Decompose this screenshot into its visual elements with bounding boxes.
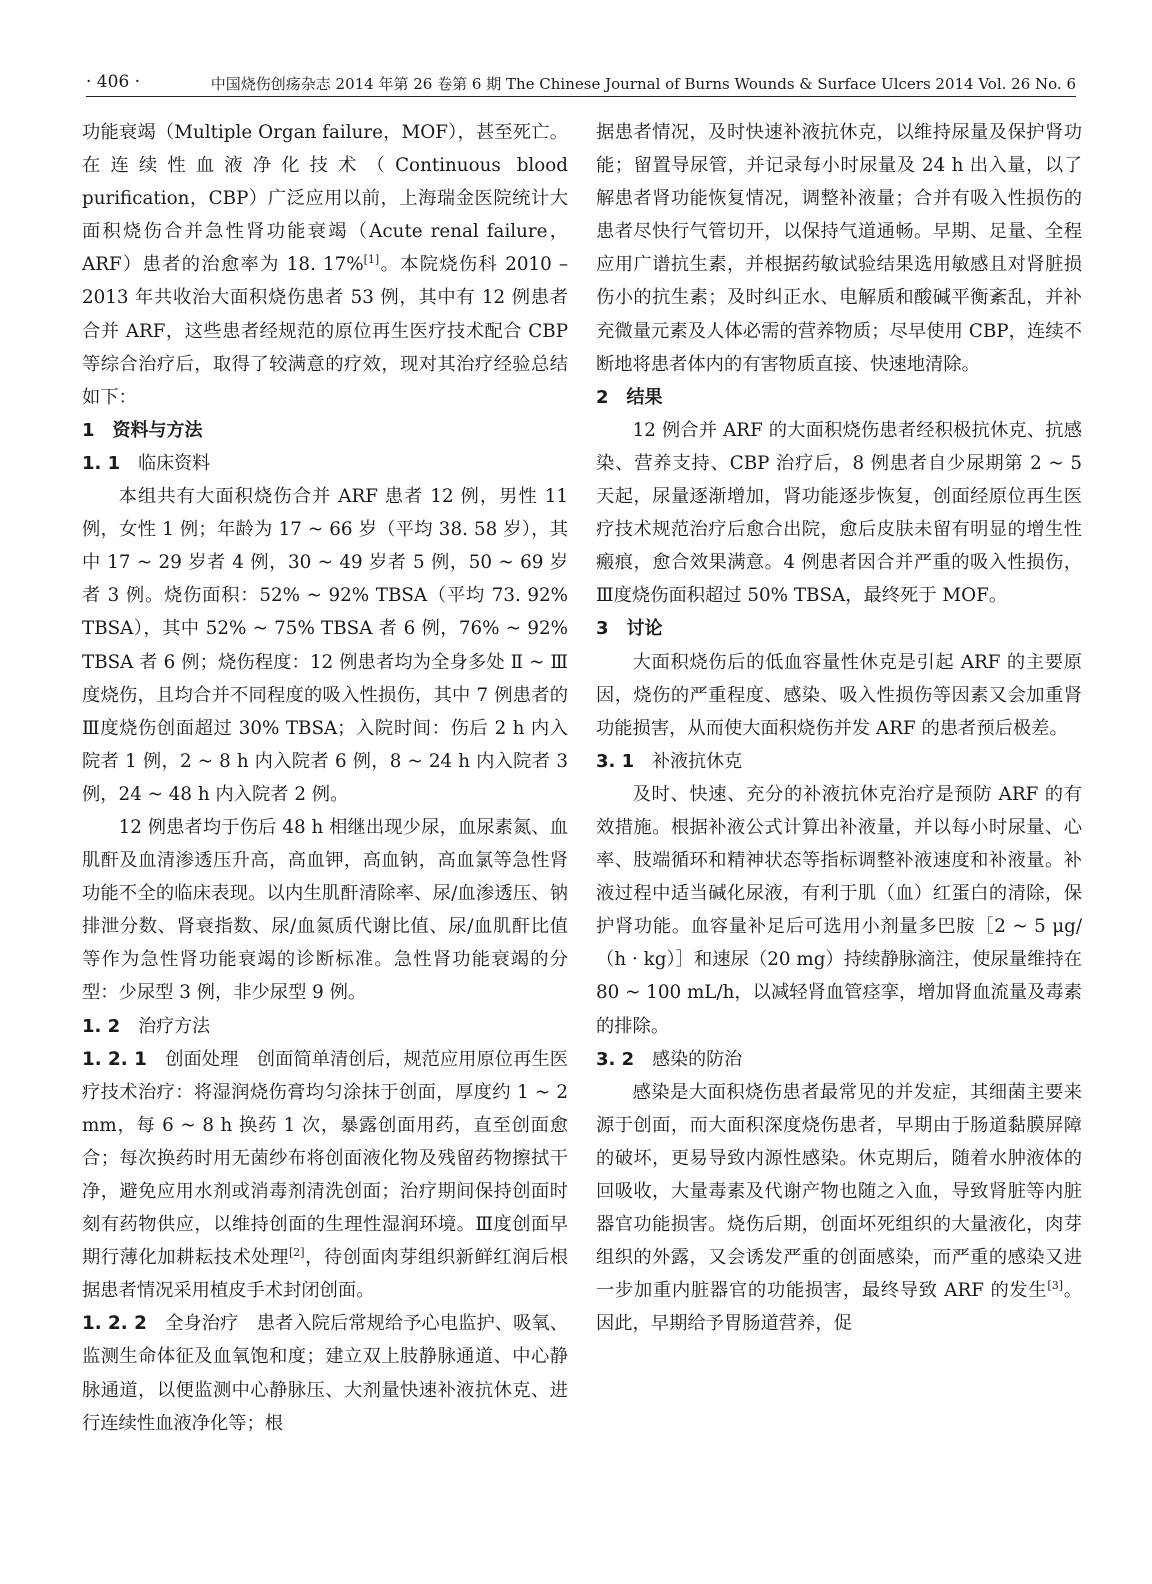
fluid-resuscitation-paragraph: 及时、快速、充分的补液抗休克治疗是预防 ARF 的有效措施。根据补液公式计算出补液量，并以每小时尿量、心率、肢端循环和精神状态等指标调整补液速度和补液量。补液过程中适当碱化尿液，有利于肌（血）红蛋白的清除，保护肾功能。血容量补足后可选用小剂量多巴胺［2 ~ 5 μg/（h · kg）］和速尿（20 mg）持续静脉滴注，使尿量维持在 80 ~ 100 mL/h，以减轻肾血管痉挛，增加肾血流量及毒素的排除。 <box>596 783 1082 1037</box>
paragraph-title: 全身治疗 <box>165 1313 239 1335</box>
intro-paragraph <box>82 116 568 414</box>
subsection-number: 1. 1 <box>82 452 121 474</box>
subsection-heading-3-1 <box>596 745 1082 778</box>
section-heading-3: 3 讨论 <box>596 618 663 640</box>
subsection-heading-1-1 <box>82 447 568 480</box>
intro-text: 功能衰竭（Multiple Organ failure，MOF），甚至死亡。在连续性血液净化技术（Continuous blood purification，CBP）广泛应用以前，上海瑞金医院统计大面积烧伤合并急性肾功能衰竭（Acute renal failure，ARF）患者的治愈率为 18. 17% <box>82 122 568 276</box>
paragraph-title: 创面处理 <box>165 1048 239 1070</box>
journal-title: 中国烧伤创疡杂志 2014 年第 26 卷第 6 期 The Chinese Journal of Burns Wounds & Surface Ulcers 2014 Vol. 26 No. 6 <box>210 75 1076 93</box>
clinical-paragraph-2: 12 例患者均于伤后 48 h 相继出现少尿，血尿素氮、血肌酐及血清渗透压升高，高血钾，高血钠，高血氯等急性肾功能不全的临床表现。以内生肌酐清除率、尿/血渗透压、钠排泄分数、肾衰指数、尿/血氮质代谢比值、尿/血肌酐比值等作为急性肾功能衰竭的诊断标准。急性肾功能衰竭的分型：少尿型 3 例，非少尿型 9 例。 <box>82 816 568 1004</box>
citation-ref: [2] <box>288 1246 305 1260</box>
results-paragraph: 12 例合并 ARF 的大面积烧伤患者经积极抗休克、抗感染、营养支持、CBP 治疗后，8 例患者自少尿期第 2 ~ 5 天起，尿量逐渐增加，肾功能逐步恢复，创面经原位再生医疗技术规范治疗后愈合出院，愈后皮肤未留有明显的增生性瘢痕，愈合效果满意。4 例患者因合并严重的吸入性损伤，Ⅲ度烧伤面积超过 50% TBSA，最终死于 MOF。 <box>596 419 1082 607</box>
continued-paragraph: 据患者情况，及时快速补液抗休克，以维持尿量及保护肾功能；留置导尿管，并记录每小时尿量及 24 h 出入量，以了解患者肾功能恢复情况，调整补液量；合并有吸入性损伤的患者尽快行气管切开，以保持气道通畅。早期、足量、全程应用广谱抗生素，并根据药敏试验结果选用敏感且对肾脏损伤小的抗生素；及时纠正水、电解质和酸碱平衡紊乱，并补充微量元素及人体必需的营养物质；尽早使用 CBP，连续不断地将患者体内的有害物质直接、快速地清除。 <box>596 122 1082 375</box>
citation-ref: [1] <box>363 253 380 267</box>
infection-text-tail: 。因此，早期给予胃肠道营养，促 <box>596 1280 1083 1335</box>
left-column <box>82 116 568 1440</box>
clinical-paragraph-1: 本组共有大面积烧伤合并 ARF 患者 12 例，男性 11 例，女性 1 例；年龄为 17 ~ 66 岁（平均 38. 58 岁），其中 17 ~ 29 岁者 4 例，30 ~ 49 岁者 5 例，50 ~ 69 岁者 3 例。烧伤面积：52% ~ 92% TBSA（平均 73. 92% TBSA），其中 52% ~ 75% TBSA 者 6 例，76% ~ 92% TBSA 者 6 例；烧伤程度：12 例患者均为全身多处 Ⅱ ~ Ⅲ度烧伤，且均合并不同程度的吸入性损伤，其中 7 例患者的Ⅲ度烧伤创面超过 30% TBSA；入院时间：伤后 2 h 内入院者 1 例，2 ~ 8 h 内入院者 6 例，8 ~ 24 h 内入院者 3 例，24 ~ 48 h 内入院者 2 例。 <box>82 486 568 805</box>
section-heading-2: 2 结果 <box>596 386 663 408</box>
paragraph-body: 患者入院后常规给予心电监护、吸氧、监测生命体征及血氧饱和度；建立双上肢静脉通道、中心静脉通道，以便监测中心静脉压、大剂量快速补液抗休克、进行连续性血液净化等；根 <box>82 1313 569 1434</box>
subsection-number: 3. 2 <box>596 1048 635 1070</box>
subsection-heading-1-2 <box>82 1010 568 1043</box>
subsection-number: 3. 1 <box>596 750 635 772</box>
subsection-title: 临床资料 <box>138 452 211 474</box>
discussion-paragraph: 大面积烧伤后的低血容量性休克是引起 ARF 的主要原因，烧伤的严重程度、感染、吸入性损伤等因素又会加重肾功能损害，从而使大面积烧伤并发 ARF 的患者预后极差。 <box>596 651 1082 739</box>
subsection-title: 补液抗休克 <box>652 750 743 772</box>
subsection-heading-3-2 <box>596 1043 1082 1076</box>
paragraph-body: 创面简单清创后，规范应用原位再生医疗技术治疗：将湿润烧伤膏均匀涂抹于创面，厚度约 1 ~ 2 mm，每 6 ~ 8 h 换药 1 次，暴露创面用药，直至创面愈合；每次换药时用无菌纱布将创面液化物及残留药物擦拭干净，避免应用水剂或消毒剂清洗创面；治疗期间保持创面时刻有药物供应，以维持创面的生理性湿润环境。Ⅲ度创面早期行薄化加耕耘技术处理 <box>82 1048 569 1269</box>
paragraph-number: 1. 2. 1 <box>82 1048 147 1070</box>
subsection-title: 治疗方法 <box>138 1015 211 1037</box>
paragraph-number: 1. 2. 2 <box>82 1313 147 1335</box>
infection-text: 感染是大面积烧伤患者最常见的并发症，其细菌主要来源于创面，而大面积深度烧伤患者，早期由于肠道黏膜屏障的破坏，更易导致内源性感染。休克期后，随着水肿液体的回吸收，大量毒素及代谢产物也随之入血，导致肾脏等内脏器官功能损害。烧伤后期，创面坏死组织的大量液化，肉芽组织的外露，又会诱发严重的创面感染，而严重的感染又进一步加重内脏器官的功能损害，最终导致 ARF 的发生 <box>596 1081 1082 1302</box>
wound-treatment-paragraph <box>82 1043 568 1308</box>
subsection-title: 感染的防治 <box>652 1048 743 1070</box>
paragraph-body-tail: ，待创面肉芽组织新鲜红润后根据患者情况采用植皮手术封闭创面。 <box>82 1247 569 1302</box>
infection-paragraph <box>596 1076 1082 1341</box>
systemic-treatment-paragraph <box>82 1307 568 1439</box>
subsection-number: 1. 2 <box>82 1015 121 1037</box>
running-header <box>86 70 1076 97</box>
intro-text-tail: 。本院烧伤科 2010 – 2013 年共收治大面积烧伤患者 53 例，其中有 12 例患者合并 ARF，这些患者经规范的原位再生医疗技术配合 CBP 等综合治疗后，取得了较满意的疗效，现对其治疗经验总结如下： <box>82 254 568 408</box>
right-column <box>596 116 1082 1340</box>
section-heading-1: 1 资料与方法 <box>82 419 203 441</box>
page-number: · 406 · <box>86 72 141 92</box>
citation-ref: [3] <box>1047 1279 1064 1293</box>
